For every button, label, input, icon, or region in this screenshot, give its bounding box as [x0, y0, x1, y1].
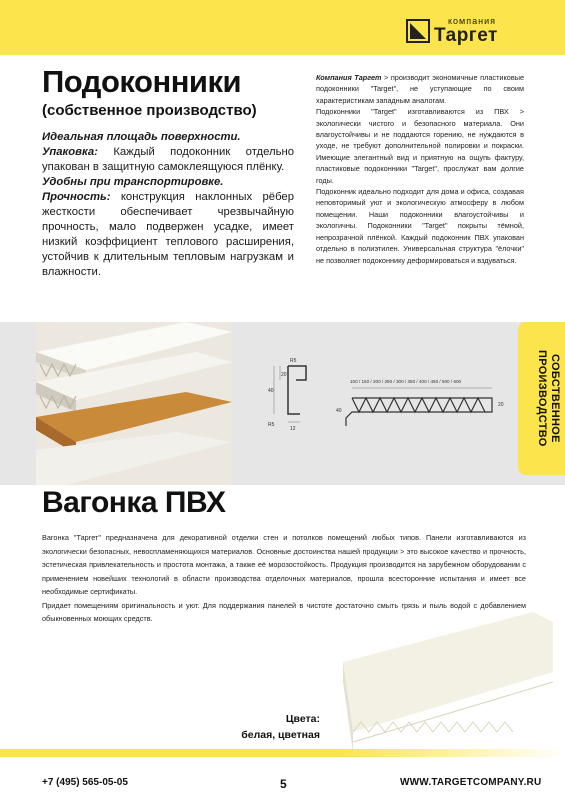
description-1-text: > производит экономичные пластиковые подоконники "Target", не уступающие по своим характеристикам западным аналогам.	[316, 73, 524, 105]
sill-description	[316, 72, 524, 266]
dim-r5-bottom: R5	[268, 422, 275, 428]
colors-label: Цвета:	[285, 713, 320, 725]
page-number: 5	[280, 777, 287, 791]
logo-icon	[406, 19, 430, 43]
description-paragraph-1	[316, 72, 524, 106]
profile-drawing	[260, 356, 510, 451]
feature-strength-text: конструкция наклонных рёбер жесткости обеспечивает чрезвычайную прочность, мало подвержен усадке, имеет низкий коэффициент теплового расширения, устойчив к длительным тепловым нагрузкам и влажности.	[42, 191, 294, 278]
footer-phone: +7 (495) 565-05-05	[42, 777, 128, 788]
feature-packaging-label: Упаковка:	[42, 146, 98, 158]
footer-accent-line	[0, 749, 565, 757]
panel-paragraph-2: Придает помещениям оригинальность и уют. Для поддержания панелей в чистоте достаточно смыть грязь и пыль водой с добавлением обыкновенных моющих средств.	[42, 600, 526, 623]
company-logo	[406, 16, 498, 46]
feature-strength	[42, 190, 294, 280]
colors-value: белая, цветная	[241, 729, 320, 741]
sill-subtitle: (собственное производство)	[42, 102, 257, 119]
side-tab-label: СОБСТВЕННОЕ ПРОИЗВОДСТВО	[536, 350, 561, 447]
sill-height-40: 40	[336, 408, 342, 414]
feature-heading-transport: Удобны при транспортировке.	[42, 176, 224, 188]
feature-strength-label: Прочность:	[42, 191, 111, 203]
sill-features	[42, 130, 294, 280]
panel-title: Вагонка ПВХ	[42, 486, 226, 519]
feature-packaging-text: Каждый подоконник отдельно упакован в защитную самоклеящуюся плёнку.	[42, 146, 294, 173]
dim-40: 40	[268, 388, 274, 394]
feature-heading-surface: Идеальная площадь поверхности.	[42, 131, 241, 143]
description-paragraph-2: Подоконники "Target" изготавливаются из ПВХ > экологически чистого и безопасного материала. Они влагоустойчивы и не поддаются горению, не нуждаются в уходе, не требуют дополнительной полировки и покраски. Имеющие элегантный вид и приятную на ощупь фактуру, пластиковые подоконники "Target", прослужат вам долгие годы.	[316, 107, 524, 185]
panel-paragraph-1: Вагонка "Таргет" предназначена для декоративной отделки стен и потолков помещений любых типов. Панели изготавливаются из экологически безопасных, невоспламеняющихся материалов. Основные достоинства нашей продукции > это высокое качество и прочность, эстетическая привлекательность и простота монтажа, а также её морозостойкость. Продукция производится на зарубежном оборудовании с применением новейших технологий в области производства отделочных материалов, прошла всесторонние испытания и имеет все необходимые сертификаты.	[42, 533, 526, 596]
sill-title: Подоконники	[42, 64, 242, 99]
company-lead: Компания Таргет	[316, 73, 382, 82]
sill-height-20: 20	[498, 402, 504, 408]
dim-20: 20	[281, 372, 287, 378]
window-sill-photo	[36, 322, 232, 485]
description-paragraph-3: Подоконник идеально подходит для дома и офиса, создавая неповторимый уют и экологическую атмосферу в любом помещении. Наши подоконники влагоустойчивы и экологичны. Подоконники "Target" покрыты тёмной, непрозрачной плёнкой. Каждый подоконник ПВХ упакован отдельно в полиэтилен. Универсальная структура "ёлочки" не позволяет подоконнику деформироваться и вздуваться.	[316, 187, 524, 265]
dim-r5-top: R5	[290, 358, 297, 364]
logo-big-text: Таргет	[434, 25, 498, 46]
feature-packaging	[42, 145, 294, 175]
pvc-panel-photo	[333, 612, 553, 762]
footer-website[interactable]: WWW.TARGETCOMPANY.RU	[400, 777, 542, 788]
dim-12: 12	[290, 426, 296, 432]
width-options: 100 / 150 / 200 / 250 / 300 / 350 / 400 / 450 / 500 / 600	[350, 379, 462, 384]
logo-small-text: компания	[448, 16, 496, 26]
